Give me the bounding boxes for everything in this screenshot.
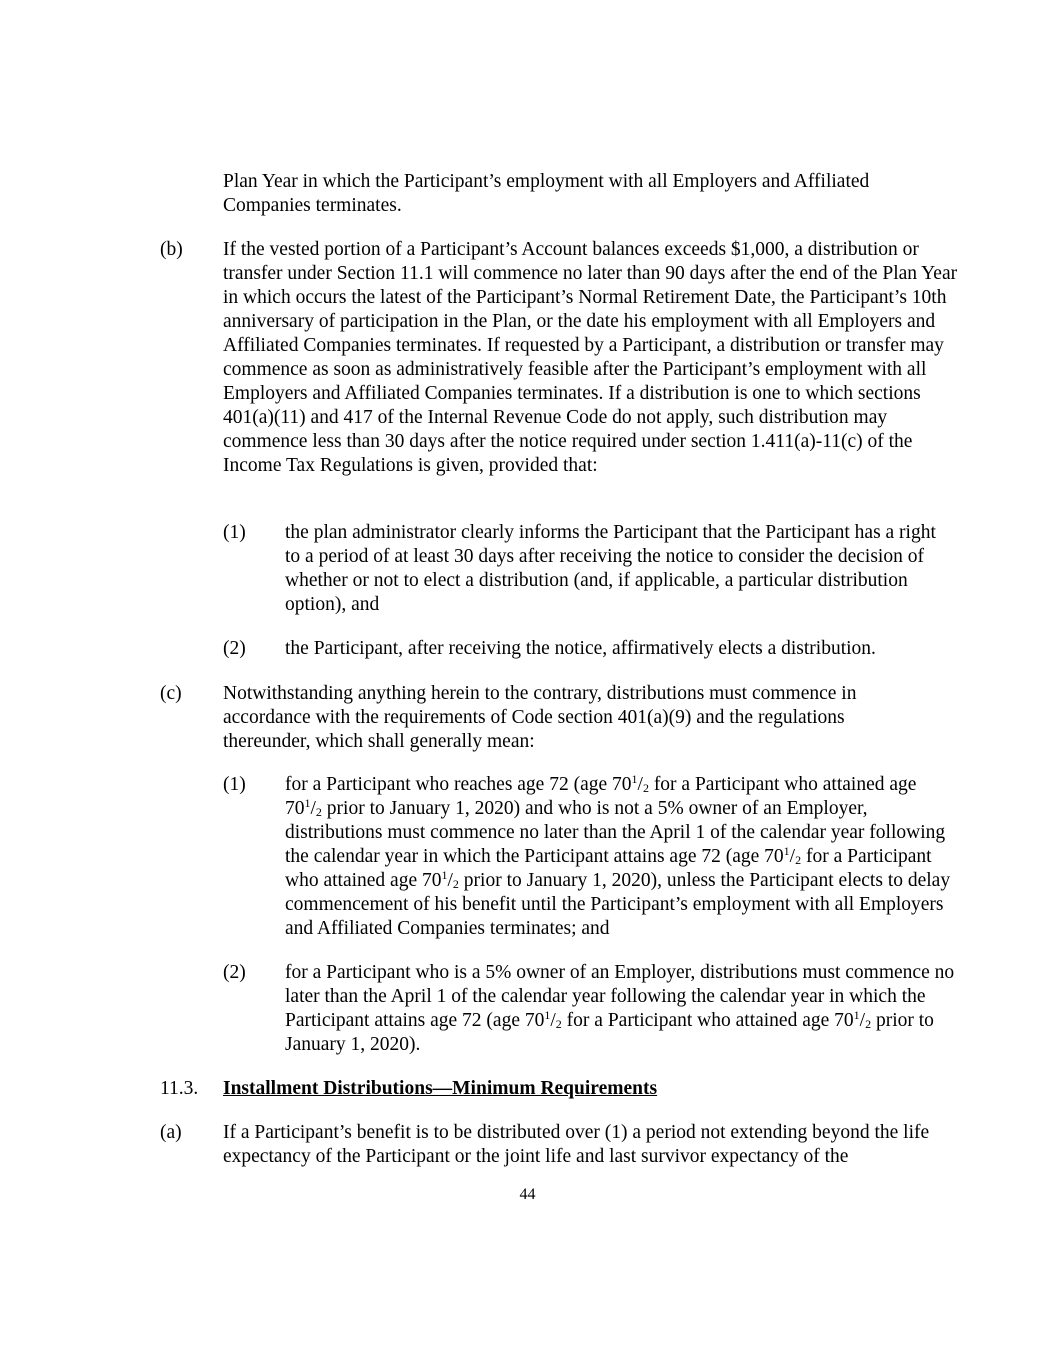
para-b-text: If the vested portion of a Participant’s Account balances exceeds $1,000, a distribution or transfer under Section 11.1 will commence no later than 90 days after the end of the Plan Year in which occurs the latest of the Participant’s Normal Retirement Date, the Participant’s 10th anniversary of participation in the Plan, or the date his employment with all Employers and Affiliated Companies terminates. If requested by a Participant, a distribution or transfer may commence as soon as administratively feasible after the Participant’s employment with all Employers and Affiliated Companies terminates. If a distribution is one to which sections 401(a)(11) and 417 of the Internal Revenue Code do not apply, such distribution may commence less than 30 days after the notice required under section 1.411(a)-11(c) of the Income Tax Regulations is given, provided that: xyxy=(223,239,958,476)
para-b-item-2-label: (2) xyxy=(223,638,246,659)
para-c-label: (c) xyxy=(160,683,182,704)
text-run: for a Participant who attained age 70 xyxy=(561,1010,854,1031)
para-a-text: If a Participant’s benefit is to be distributed over (1) a period not extending beyond the life expectancy of the Participant or the joint life and last survivor expectancy of the xyxy=(223,1122,930,1167)
fraction-denominator: 2 xyxy=(865,1017,872,1031)
fraction-denominator: 2 xyxy=(315,805,322,819)
para-c-item-1-text: for a Participant who reaches age 72 (age $70^1/_2$ for a Participant who attained age $70^1/_2$ prior to January 1, 2020) and who is not a 5% owner of an Employer, distributions must commence no later than the April 1 of the calendar year following the calendar year in which the Participant attains age 72 (age $70^1/_2$ for a Participant who attained age $70^1/_2$ prior to January 1, 2020), unless the Participant elects to delay commencement of his benefit until the Participant’s employment with all Employers and Affiliated Companies terminates; and xyxy=(285,772,951,939)
text-run: prior to January 1, 2020). xyxy=(285,1010,934,1055)
fraction-numerator: 1 xyxy=(441,868,448,882)
para-b-label: (b) xyxy=(160,239,183,260)
fraction-numerator: 1 xyxy=(631,772,638,786)
fraction-denominator: 2 xyxy=(642,781,649,795)
fraction-numerator: 1 xyxy=(304,796,311,810)
para-b-item-1-text: the plan administrator clearly informs the Participant that the Participant has a right to a period of at least 30 days after receiving the notice to consider the decision of whether or not to elect a distribution (and, if applicable, a particular distribution option), and xyxy=(285,522,936,615)
fraction-numerator: 1 xyxy=(783,844,790,858)
continuation-paragraph: Plan Year in which the Participant’s employment with all Employers and Affiliated Companies terminates. xyxy=(223,171,870,216)
para-c-text: Notwithstanding anything herein to the contrary, distributions must commence in accordance with the requirements of Code section 401(a)(9) and the regulations thereunder, which shall generally mean: xyxy=(223,683,857,752)
text-run: for a Participant who is a 5% owner of an Employer, distributions must commence no later than the April 1 of the calendar year following the calendar year in which the Participant attains age 72 (age 70 xyxy=(285,962,955,1031)
para-c-item-1-label: (1) xyxy=(223,774,246,795)
text-run: prior to January 1, 2020), unless the Participant elects to delay commencement of his benefit until the Participant’s employment with all Employers and Affiliated Companies terminates; and xyxy=(285,870,951,939)
fraction-numerator: 1 xyxy=(853,1008,860,1022)
fraction-denominator: 2 xyxy=(452,877,459,891)
para-b-item-1-label: (1) xyxy=(223,522,246,543)
para-a-label: (a) xyxy=(160,1122,182,1143)
para-c-item-2-label: (2) xyxy=(223,962,246,983)
para-c-item-2-text: for a Participant who is a 5% owner of an Employer, distributions must commence no later than the April 1 of the calendar year following the calendar year in which the Participant attains age 72 (age $70^1/_2$ for a Participant who attained age $70^1/_2$ prior to January 1, 2020). xyxy=(285,962,955,1055)
fraction-denominator: 2 xyxy=(555,1017,562,1031)
fraction-numerator: 1 xyxy=(544,1008,551,1022)
fraction-denominator: 2 xyxy=(795,853,802,867)
para-b-item-2-text: the Participant, after receiving the notice, affirmatively elects a distribution. xyxy=(285,638,876,659)
text-run: prior to January 1, 2020) and who is not a 5% owner of an Employer, distributions must commence no later than the April 1 of the calendar year following the calendar year in which the Participant attains age 72 (age 70 xyxy=(285,798,946,867)
text-run: for a Participant who attained age 70 xyxy=(285,774,917,819)
text-run: for a Participant who reaches age 72 (age 70 xyxy=(285,774,632,795)
text-run: for a Participant who attained age 70 xyxy=(285,846,932,891)
section-number: 11.3. xyxy=(160,1078,199,1099)
page-number: 44 xyxy=(519,1186,536,1203)
section-title: Installment Distributions—Minimum Requirements xyxy=(223,1078,658,1099)
